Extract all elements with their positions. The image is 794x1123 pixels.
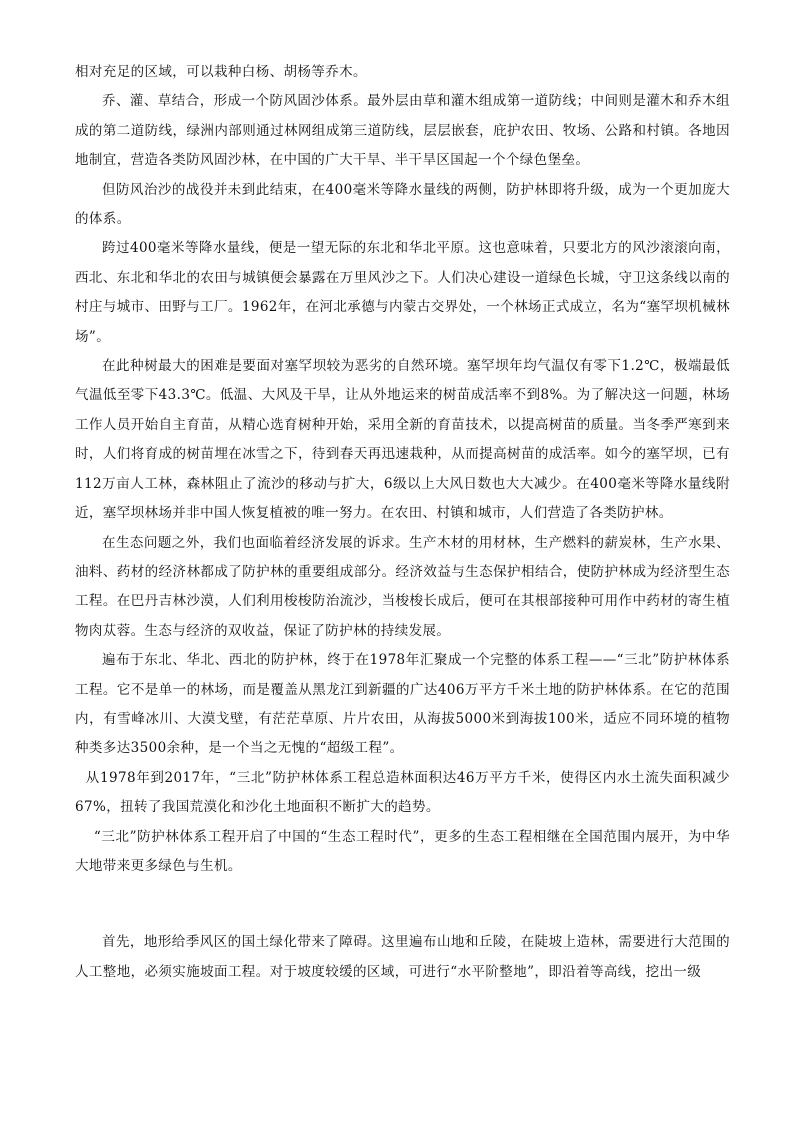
paragraph-6: 在生态问题之外，我们也面临着经济发展的诉求。生产木材的用材林，生产燃料的薪炭林，生产水果、油料、药材的经济林都成了防护林的重要组成部分。经济效益与生态保护相结合，使防护林成为经济型生态工程。在巴丹吉林沙漠，人们利用梭梭防治流沙，当梭梭长成后，便可在其根部接种可用作中药材的寄生植物肉苁蓉。生态与经济的双收益，保证了防护林的持续发展。: [75, 534, 730, 639]
paragraph-1: 相对充足的区域，可以栽种白杨、胡杨等乔木。: [75, 64, 367, 80]
paragraph-9: “三北”防护林体系工程开启了中国的“生态工程时代”，更多的生态工程相继在全国范围内展开，为中华大地带来更多绿色与生机。: [75, 828, 730, 874]
paragraph-10: 首先，地形给季风区的国土绿化带来了障碍。这里遍布山地和丘陵，在陡坡上造林，需要进行大范围的人工整地，必须实施坡面工程。对于坡度较缓的区域，可进行“水平阶整地”，即沿着等高线，挖出一级: [75, 934, 730, 980]
paragraph-4: 跨过400毫米等降水量线，便是一望无际的东北和华北平原。这也意味着，只要北方的风沙滚滚向南，西北、东北和华北的农田与城镇便会暴露在万里风沙之下。人们决心建设一道绿色长城，守卫这条线以南的村庄与城市、田野与工厂。1962年，在河北承德与内蒙古交界处，一个林场正式成立，名为“塞罕坝机械林场”。: [75, 240, 730, 345]
paragraph-8: 从1978年到2017年，“三北”防护林体系工程总造林面积达46万平方千米，使得区内水土流失面积减少67%，扭转了我国荒漠化和沙化土地面积不断扩大的趋势。: [75, 769, 730, 816]
paragraph-3: 但防风治沙的战役并未到此结束，在400毫米等降水量线的两侧，防护林即将升级，成为一个更加庞大的体系。: [75, 181, 730, 228]
paragraph-5: 在此种树最大的困难是要面对塞罕坝较为恶劣的自然环境。塞罕坝年均气温仅有零下1.2℃，极端最低气温低至零下43.3℃。低温、大风及干旱，让从外地运来的树苗成活率不到8%。为了解决这一问题，林场工作人员开始自主育苗，从精心选育树种开始，采用全新的育苗技术，以提高树苗的质量。当冬季严寒到来时，人们将育成的树苗埋在冰雪之下，待到春天再迅速栽种，从而提高树苗的成活率。如今的塞罕坝，已有112万亩人工林，森林阻止了流沙的移动与扩大，6级以上大风日数也大大减少。在400毫米等降水量线附近，塞罕坝林场并非中国人恢复植被的唯一努力。在农田、村镇和城市，人们营造了各类防护林。: [75, 358, 730, 522]
paragraph-7: 遍布于东北、华北、西北的防护林，终于在1978年汇聚成一个完整的体系工程——“三北”防护林体系工程。它不是单一的林场，而是覆盖从黑龙江到新疆的广达406万平方千米土地的防护林体系。在它的范围内，有雪峰冰川、大漠戈壁，有茫茫草原、片片农田，从海拔5000米到海拔100米，适应不同环境的植物种类多达3500余种，是一个当之无愧的“超级工程”。: [75, 652, 730, 757]
paragraph-2: 乔、灌、草结合，形成一个防风固沙体系。最外层由草和灌木组成第一道防线；中间则是灌木和乔木组成的第二道防线，绿洲内部则通过林网组成第三道防线，层层嵌套，庇护农田、牧场、公路和村镇。各地因地制宜，营造各类防风固沙林，在中国的广大干旱、半干旱区国起一个个绿色堡垒。: [75, 93, 730, 169]
